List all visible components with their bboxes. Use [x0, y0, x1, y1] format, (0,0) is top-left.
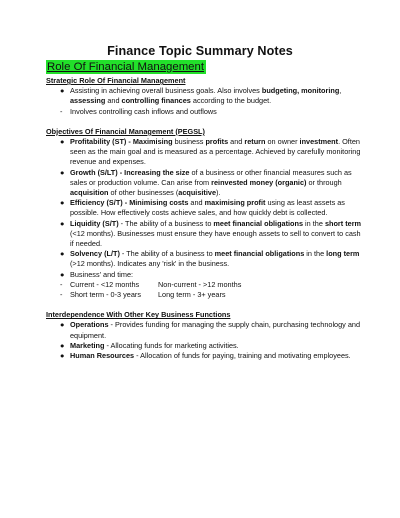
keyword: profits [205, 137, 229, 147]
bullet-icon: ● [60, 167, 65, 177]
keyword: investment [299, 137, 339, 147]
keyword: short term [324, 218, 362, 228]
keyword: assessing [70, 96, 106, 106]
time-row-1 [46, 280, 366, 290]
dash-marker: - [60, 106, 63, 116]
text: - The ability of a business to [119, 249, 215, 259]
list-item-liquidity [46, 219, 366, 250]
keyword: Efficiency (S/T) - Minimising costs [70, 198, 189, 208]
list-item-solvency [46, 249, 366, 269]
text: according to the budget. [190, 96, 272, 106]
keyword: Profitability (ST) - Maximising [70, 137, 173, 147]
text: of other businesses ( [108, 188, 179, 198]
list-item-profitability [46, 137, 366, 168]
text: - Allocating funds for marketing activities. [104, 340, 239, 350]
keyword: long term [326, 249, 360, 259]
list-item [46, 107, 366, 117]
bullet-icon: ● [60, 249, 65, 259]
text: - The ability of a business to [118, 218, 214, 228]
bullet-icon: ● [60, 351, 65, 361]
text: Business' and time: [70, 269, 134, 279]
text: (<12 months). Businesses must ensure they have enough assets to sell to convert to cash if needed. [70, 228, 361, 249]
bullet-icon: ● [60, 86, 65, 96]
text: . Often seen as the main goal and is measured as a percentage. Achieved by carefully monitoring revenue and expenses. [70, 137, 361, 167]
notes-content [46, 76, 366, 361]
bullet-icon: ● [60, 320, 65, 330]
keyword: meet financial obligations [213, 218, 304, 228]
text: , [339, 86, 342, 96]
strategic-role-heading: Strategic Role Of Financial Management [46, 76, 186, 85]
time-row-2 [46, 290, 366, 300]
dash-marker: - [60, 279, 63, 289]
strategic-role-list [46, 86, 366, 117]
text: - Provides funding for managing the supply chain, purchasing technology and equipment. [70, 320, 361, 340]
keyword: reinvested money (organic) [211, 177, 307, 187]
text: Involves controlling cash inflows and outflows [70, 106, 217, 116]
text: and [105, 96, 122, 106]
text: business [172, 137, 206, 147]
text: and [228, 137, 245, 147]
keyword: controlling finances [121, 96, 191, 106]
keyword: budgeting, monitoring [261, 86, 340, 96]
keyword: return [244, 137, 266, 147]
text: using as least assets as possible. How effectively costs achieve sales, and how quickly debt is collected. [70, 198, 345, 218]
keyword: acquisition [70, 188, 109, 198]
list-item-business-time [46, 270, 366, 280]
keyword: Solvency (L/T) [70, 249, 120, 259]
short-term-label: Short term - 0-3 years [70, 290, 141, 300]
objectives-list [46, 137, 366, 280]
keyword: Marketing [70, 340, 105, 350]
text: ). [216, 188, 221, 198]
list-item-human-resources [46, 351, 366, 361]
list-item-growth [46, 168, 366, 199]
bullet-icon: ● [60, 340, 65, 350]
text: - Allocation of funds for paying, training and motivating employees. [134, 351, 351, 361]
bullet-icon: ● [60, 269, 65, 279]
main-heading-highlighted: Role Of Financial Management [47, 61, 205, 73]
interdependence-heading: Interdependence With Other Key Business Functions [46, 310, 231, 320]
page-title: Finance Topic Summary Notes [107, 44, 293, 58]
list-item-efficiency [46, 198, 366, 218]
bullet-icon: ● [60, 137, 65, 147]
list-item-marketing [46, 341, 366, 351]
interdependence-list [46, 320, 366, 361]
keyword: Human Resources [70, 351, 135, 361]
objectives-heading: Objectives Of Financial Management (PEGSL) [46, 126, 205, 136]
dash-marker: - [60, 290, 63, 300]
keyword: Operations [70, 320, 109, 330]
text: in the [304, 249, 327, 259]
keyword: Growth (S/LT) - Increasing the size [70, 167, 190, 177]
text: (>12 months). Indicates any 'risk' in the business. [70, 259, 230, 269]
list-item [46, 86, 366, 106]
text: Assisting in achieving overall business goals. Also involves [70, 86, 262, 96]
bullet-icon: ● [60, 218, 65, 228]
text: and [188, 198, 205, 208]
text: on owner [265, 137, 300, 147]
keyword: meet financial obligations [214, 249, 305, 259]
long-term-label: Long term - 3+ years [158, 290, 226, 300]
keyword: Liquidity (S/T) [70, 218, 119, 228]
list-item-operations [46, 320, 366, 340]
keyword: acquisitive [178, 188, 216, 198]
text: of a business or other financial measures such as sales or production volume. Can arise from [70, 167, 352, 187]
bullet-icon: ● [60, 198, 65, 208]
non-current-label: Non-current - >12 months [158, 279, 242, 289]
keyword: maximising profit [204, 198, 266, 208]
current-label: Current - <12 months [70, 279, 140, 289]
text: in the [303, 218, 325, 228]
text: or through [306, 177, 342, 187]
